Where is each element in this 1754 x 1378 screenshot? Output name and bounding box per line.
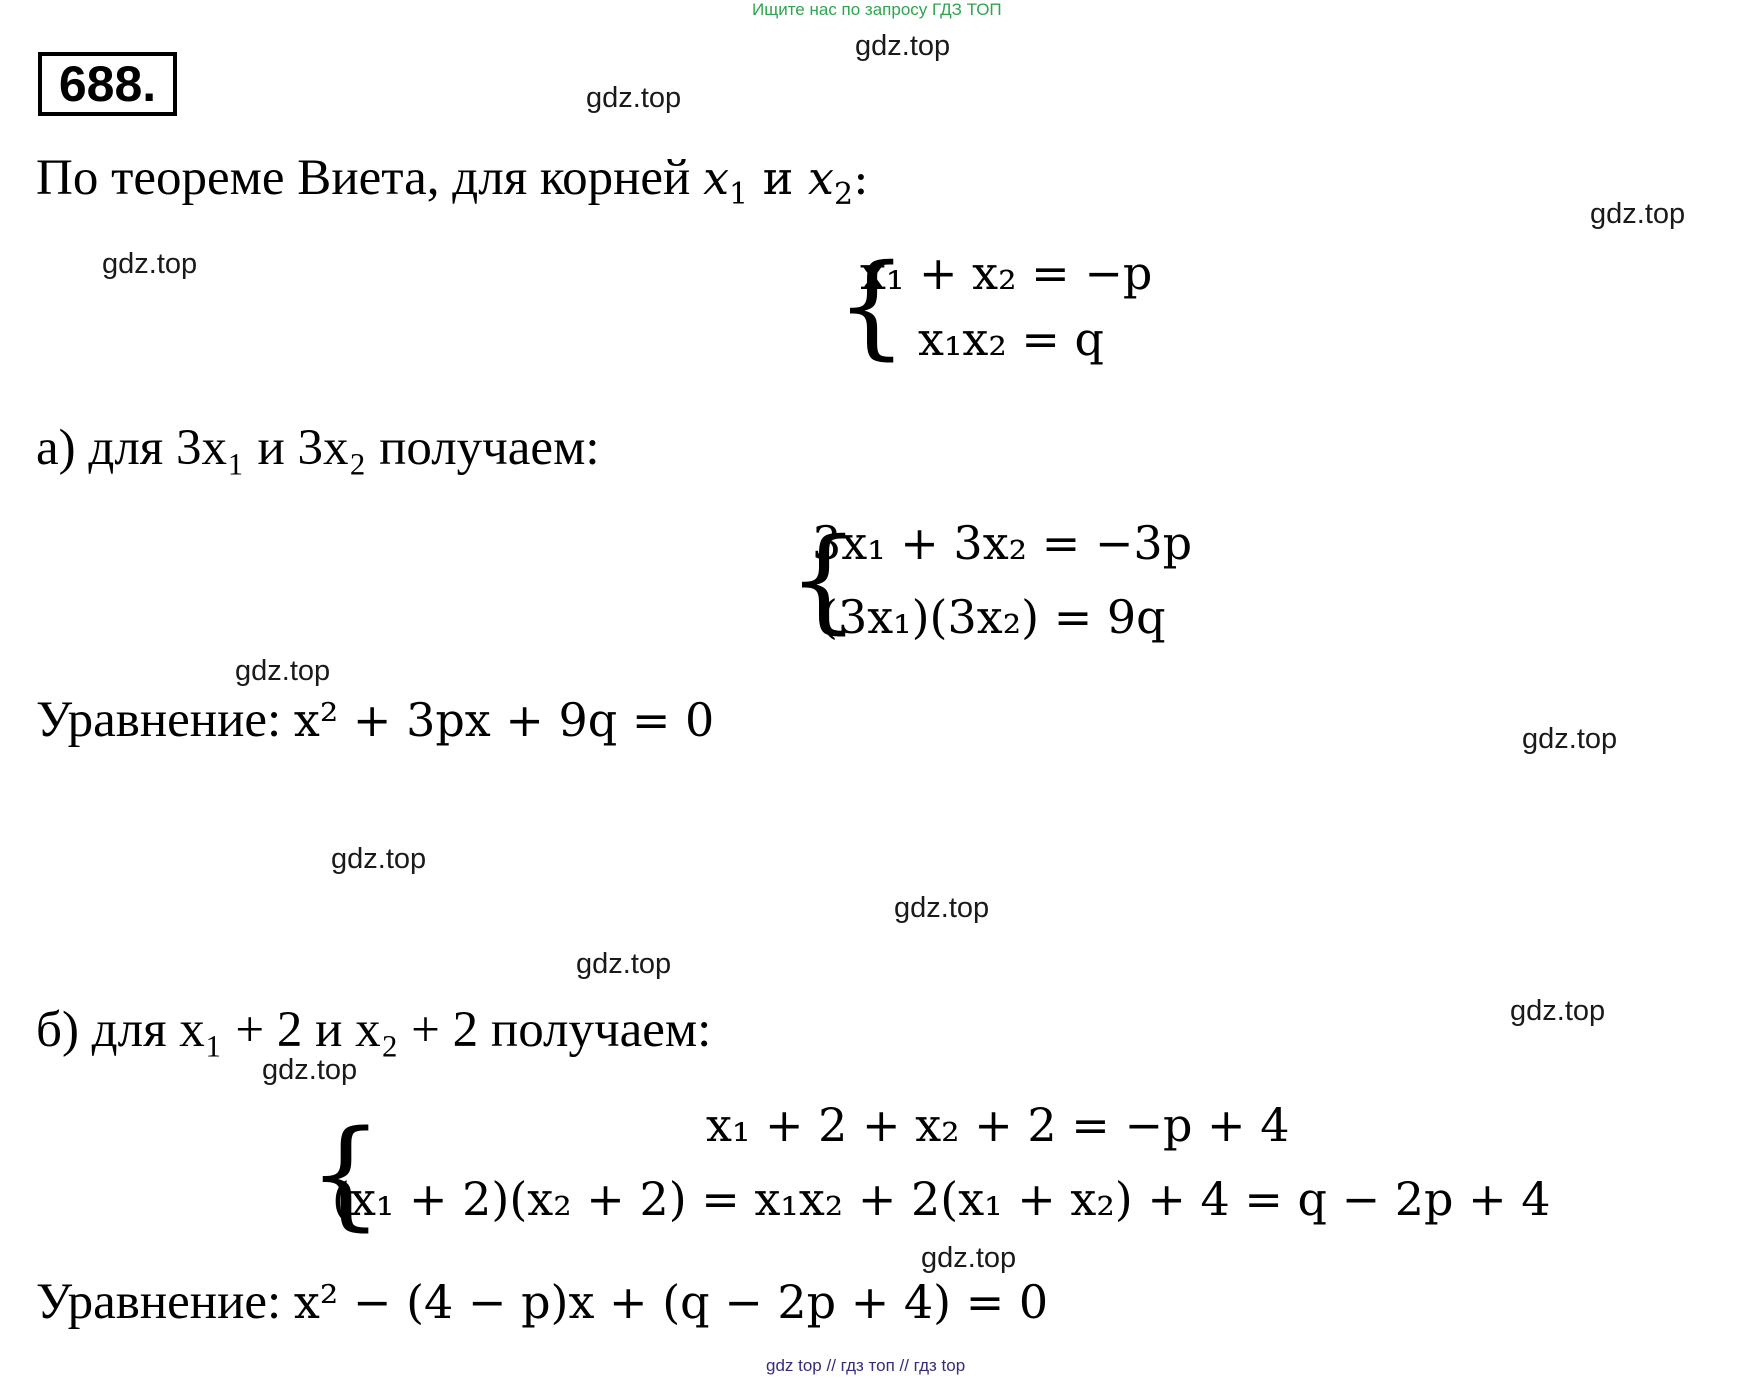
intro-line xyxy=(36,148,869,225)
watermark: gdz.top xyxy=(576,948,672,980)
part-a-equation-label: Уравнение: xyxy=(36,692,282,748)
watermark: gdz.top xyxy=(1510,995,1606,1027)
intro-text: По теореме Виета, для корней xyxy=(36,150,691,206)
part-b-equation-line xyxy=(36,1272,1048,1332)
problem-number: 688. xyxy=(38,52,177,116)
part-b-product: (x₁ + 2)(x₂ + 2) = x₁x₂ + 2(x₁ + x₂) + 4 = q − 2p + 4 xyxy=(332,1172,1551,1226)
part-b-equation-label: Уравнение: xyxy=(36,1274,282,1330)
part-b-sum: x₁ + 2 + x₂ + 2 = −p + 4 xyxy=(706,1098,1290,1152)
watermark: gdz.top xyxy=(855,30,951,62)
part-a-brace: { xyxy=(788,515,860,645)
vieta-sum: x₁ + x₂ = −p xyxy=(860,246,1153,300)
watermark: gdz.top xyxy=(1522,723,1618,755)
part-a-equation-line xyxy=(36,690,714,750)
part-b-heading: б) для x₁ + 2 и x₂ + 2 получаем: xyxy=(36,1002,712,1058)
vieta-brace: { xyxy=(836,241,908,371)
footer-links[interactable]: gdz top // гдз топ // гдз top xyxy=(766,1356,966,1375)
watermark: gdz.top xyxy=(921,1242,1017,1274)
watermark: gdz.top xyxy=(894,892,990,924)
watermark: gdz.top xyxy=(102,248,198,280)
part-a-heading: а) для 3x₁ и 3x₂ получаем: xyxy=(36,420,600,476)
part-a-equation: x² + 3px + 9q = 0 xyxy=(293,693,715,747)
part-b-brace: { xyxy=(308,1104,384,1242)
vieta-product: x₁x₂ = q xyxy=(918,312,1104,366)
part-a-product: (3x₁)(3x₂) = 9q xyxy=(820,590,1166,644)
watermark: gdz.top xyxy=(586,82,682,114)
watermark: gdz.top xyxy=(1590,198,1686,230)
watermark: gdz.top xyxy=(262,1054,358,1086)
watermark: gdz.top xyxy=(235,655,331,687)
part-a-sum: 3x₁ + 3x₂ = −3p xyxy=(812,516,1193,570)
intro-roots: $x_1$ и $x_2$: xyxy=(703,151,869,212)
top-banner[interactable]: Ищите нас по запросу ГДЗ ТОП xyxy=(752,0,1002,19)
part-b-equation: x² − (4 − p)x + (q − 2p + 4) = 0 xyxy=(293,1275,1049,1329)
watermark: gdz.top xyxy=(331,843,427,875)
